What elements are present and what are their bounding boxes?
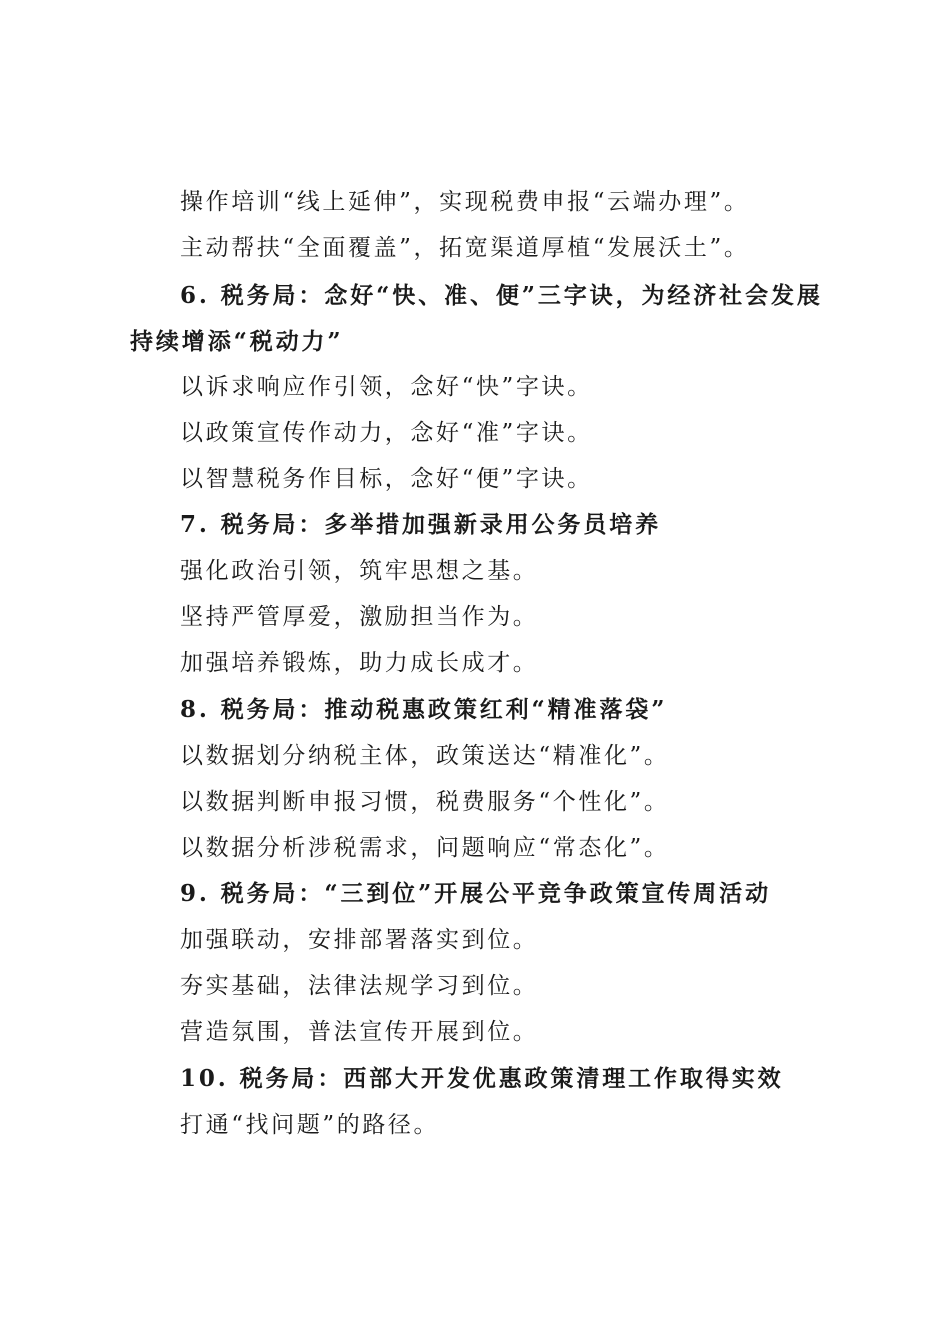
section-heading-continuation: 持续增添“税动力”: [130, 328, 344, 355]
list-item: 坚持严管厚爱，激励担当作为。: [180, 604, 539, 630]
list-item: 以诉求响应作引领，念好“快”字诀。: [180, 374, 593, 400]
section-heading: 6. 税务局：念好“快、准、便”三字诀，为经济社会发展: [180, 282, 823, 309]
list-item: 加强培养锻炼，助力成长成才。: [180, 650, 539, 676]
list-item: 加强联动，安排部署落实到位。: [180, 927, 539, 953]
section-heading: 9. 税务局：“三到位”开展公平竞争政策宣传周活动: [180, 880, 771, 907]
list-item: 以智慧税务作目标，念好“便”字诀。: [180, 466, 593, 492]
section-heading: 7. 税务局：多举措加强新录用公务员培养: [180, 511, 662, 538]
section-heading: 10. 税务局：西部大开发优惠政策清理工作取得实效: [180, 1065, 784, 1092]
list-item: 以政策宣传作动力，念好“准”字诀。: [180, 420, 593, 446]
list-item: 以数据判断申报习惯，税费服务“个性化”。: [180, 789, 670, 815]
list-item: 以数据划分纳税主体，政策送达“精准化”。: [180, 743, 670, 769]
list-item: 以数据分析涉税需求，问题响应“常态化”。: [180, 835, 670, 861]
list-item: 营造氛围，普法宣传开展到位。: [180, 1019, 539, 1045]
paragraph-line: 主动帮扶“全面覆盖”，拓宽渠道厚植“发展沃土”。: [180, 235, 750, 261]
list-item: 打通“找问题”的路径。: [180, 1112, 440, 1138]
list-item: 强化政治引领，筑牢思想之基。: [180, 558, 539, 584]
paragraph-line: 操作培训“线上延伸”，实现税费申报“云端办理”。: [180, 189, 750, 215]
section-heading: 8. 税务局：推动税惠政策红利“精准落袋”: [180, 696, 668, 723]
list-item: 夯实基础，法律法规学习到位。: [180, 973, 539, 999]
